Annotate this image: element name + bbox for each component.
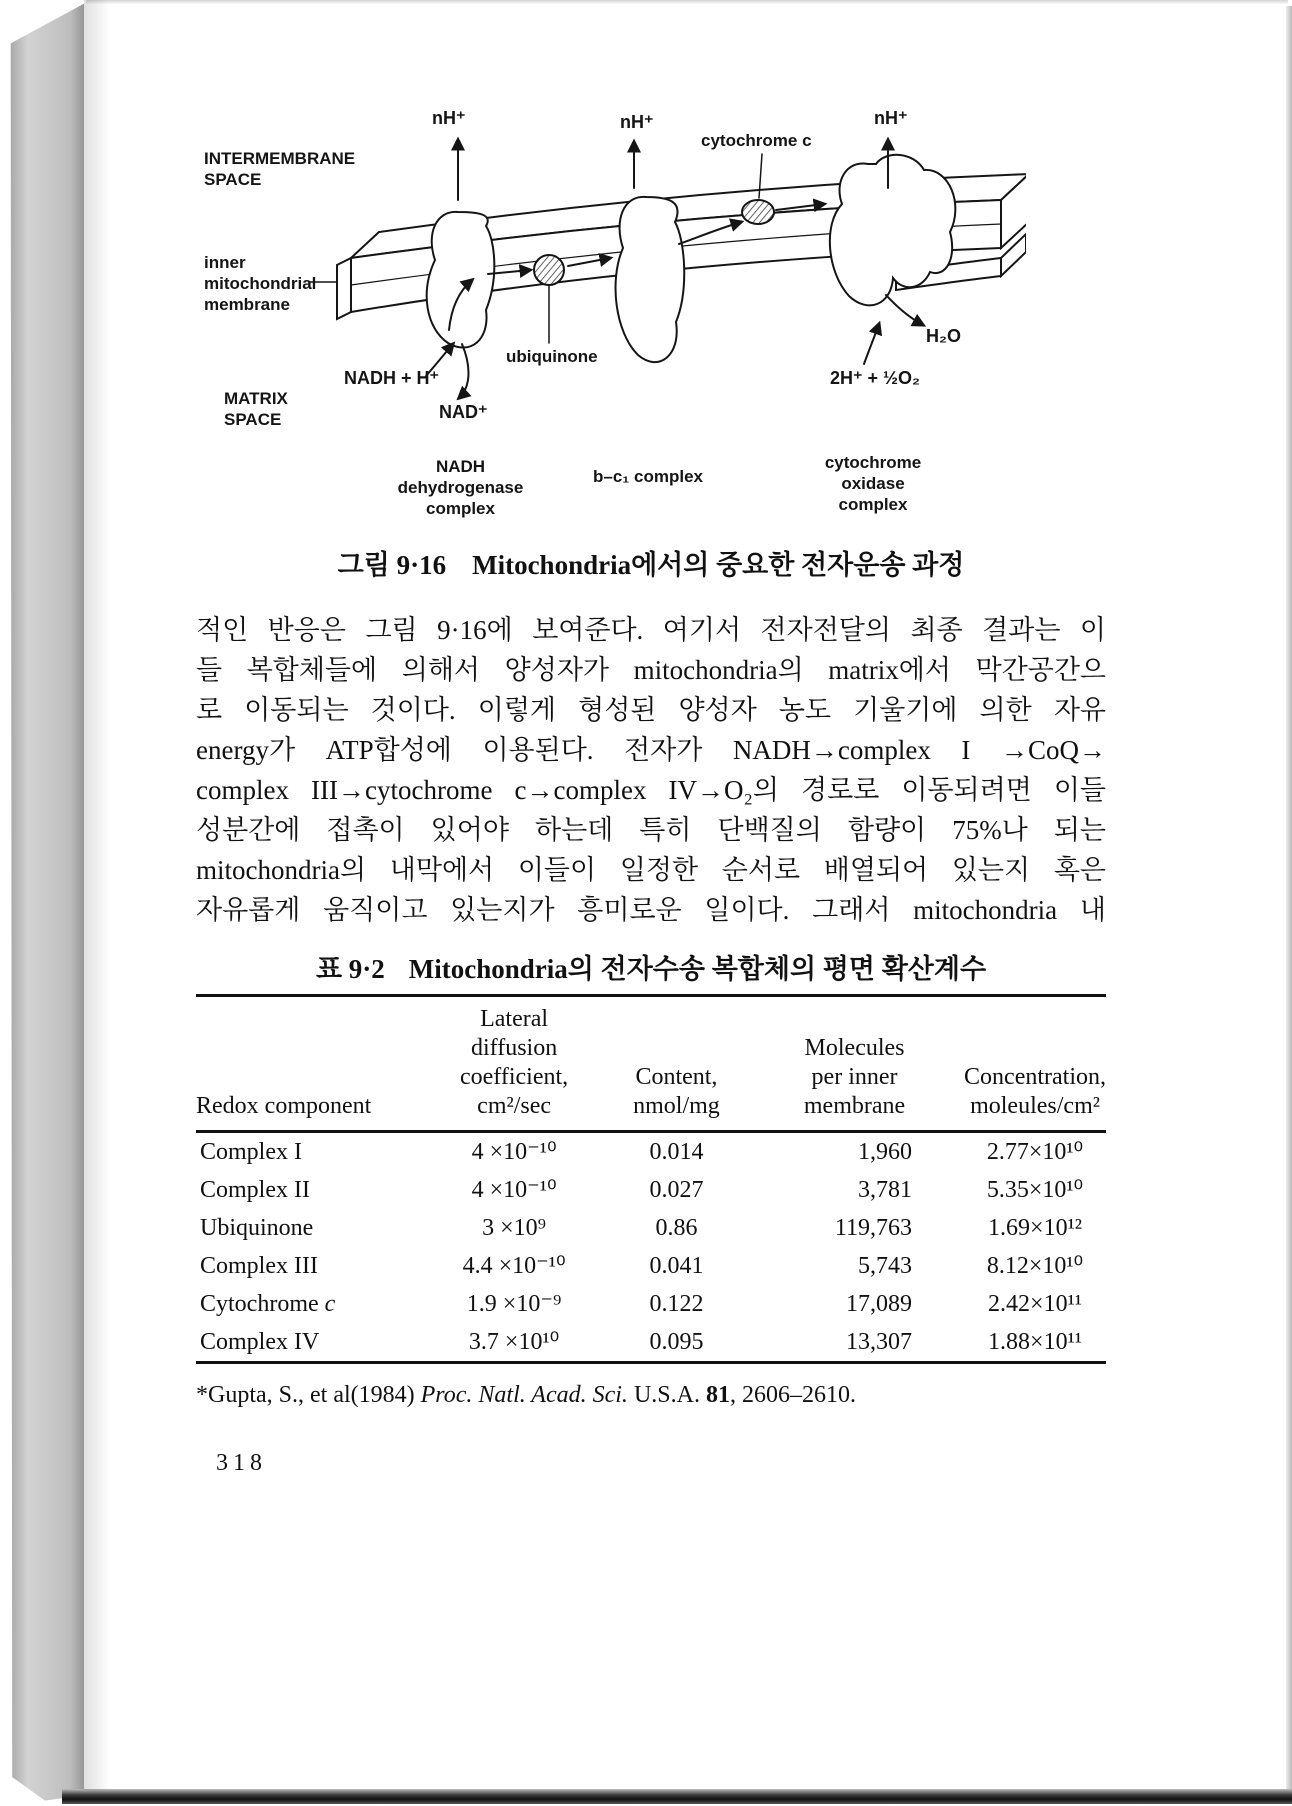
figure-electron-transport xyxy=(196,100,1106,540)
table-row: Ubiquinone 3 ×10⁹ 0.86 119,763 1.69×10¹² xyxy=(200,1215,1082,1241)
page-number: 318 xyxy=(216,1450,267,1476)
label-oxygen: 2H⁺ + ½O₂ xyxy=(830,368,921,388)
table-header xyxy=(196,996,1106,1132)
body-paragraph xyxy=(196,610,1106,930)
footnote-pages: , 2606–2610. xyxy=(729,1382,856,1408)
table-row: Complex III 4.4 ×10⁻¹⁰ 0.041 5,743 8.12×10¹⁰ xyxy=(200,1253,1084,1279)
footnote-authors: *Gupta, S., et al(1984) xyxy=(196,1382,421,1408)
figure-caption-number: 그림 9·16 xyxy=(337,550,447,580)
complex-1-shape xyxy=(427,212,495,348)
body-line: mitochondria의 내막에서 이들이 일정한 순서로 배열되어 있는지 혹은 xyxy=(196,855,1106,885)
body-line: complex III→cytochrome c→complex IV→O₂의 경로로 이동되려면 이들 xyxy=(196,775,1106,805)
figure-caption xyxy=(196,548,1106,582)
figure-caption-text: Mitochondria에서의 중요한 전자운송 과정 xyxy=(472,550,965,580)
table-title-text: Mitochondria의 전자수송 복합체의 평면 확산계수 xyxy=(408,954,987,984)
body-line: 적인 반응은 그림 9·16에 보여준다. 여기서 전자전달의 최종 결과는 이 xyxy=(196,615,1106,645)
label-proton-3: nH⁺ xyxy=(874,108,908,128)
table-row: Complex I 4 ×10⁻¹⁰ 0.014 1,960 2.77×10¹⁰ xyxy=(200,1139,1084,1165)
membrane-left-cap xyxy=(337,258,351,319)
body-line: 성분간에 접촉이 있어야 하는데 특히 단백질의 함량이 75%나 되는 xyxy=(196,815,1106,845)
footnote-mid: U.S.A. xyxy=(627,1382,706,1408)
label-matrix-space: MATRIX SPACE xyxy=(224,389,288,429)
table-title-number: 표 9·2 xyxy=(315,954,385,984)
cytochrome-c-shape xyxy=(742,200,774,224)
diffusion-table xyxy=(196,994,1106,1364)
table-title xyxy=(196,952,1106,986)
table-row: Complex II 4 ×10⁻¹⁰ 0.027 3,781 5.35×10¹⁰ xyxy=(200,1177,1084,1203)
book-left-edge xyxy=(6,0,84,1806)
label-water: H₂O xyxy=(926,326,961,346)
header-redox-component: Redox component xyxy=(196,996,420,1132)
label-ubiquinone: ubiquinone xyxy=(506,347,598,366)
body-line: 자유롭게 움직이고 있는지가 흥미로운 일이다. 그래서 mitochondria 내 xyxy=(196,895,1106,925)
book-right-edge xyxy=(1286,6,1292,1792)
header-diffusion-coefficient: Lateral diffusion coefficient, cm²/sec xyxy=(420,996,608,1132)
table-row: Cytochrome c 1.9 ×10⁻⁹ 0.122 17,089 2.42×10¹¹ xyxy=(200,1291,1082,1317)
label-nad: NAD⁺ xyxy=(439,402,488,422)
ubiquinone-shape xyxy=(534,255,564,285)
header-molecules: Molecules per inner membrane xyxy=(745,996,964,1132)
water-out-arrow xyxy=(886,295,923,325)
label-nadh: NADH + H⁺ xyxy=(344,368,440,388)
label-bc1-complex: b–c₁ complex xyxy=(592,467,704,486)
label-proton-2: nH⁺ xyxy=(620,112,654,132)
oxygen-in-arrow xyxy=(864,324,879,364)
footnote-volume: 81 xyxy=(705,1382,730,1408)
body-line: 로 이동되는 것이다. 이렇게 형성된 양성자 농도 기울기에 의한 자유 xyxy=(196,695,1106,725)
label-nadh-dehydrogenase-complex: NADH dehydrogenase complex xyxy=(397,457,524,518)
header-content: Content, nmol/mg xyxy=(608,996,745,1132)
body-line: energy가 ATP합성에 이용된다. 전자가 NADH→complex I →CoQ→ xyxy=(196,735,1106,765)
label-intermembrane-space: INTERMEMBRANE SPACE xyxy=(204,149,356,189)
book-bottom-edge xyxy=(62,1789,1292,1804)
header-concentration: Concentration, moleules/cm² xyxy=(964,996,1106,1132)
label-inner-membrane: inner mitochondrial membrane xyxy=(204,253,317,314)
label-proton-1: nH⁺ xyxy=(432,108,466,128)
complex-2-shape xyxy=(616,197,685,362)
label-cytochrome-oxidase-complex: cytochrome oxidase complex xyxy=(824,453,922,514)
page-content xyxy=(84,0,1286,1790)
footnote-journal: Proc. Natl. Acad. Sci. xyxy=(420,1382,628,1408)
table-footnote xyxy=(196,1380,1106,1410)
table-body xyxy=(196,1132,1106,1363)
label-cytochrome-c: cytochrome c xyxy=(701,131,812,150)
nad-out-arrow xyxy=(459,344,468,398)
table-row: Complex IV 3.7 ×10¹⁰ 0.095 13,307 1.88×10¹¹ xyxy=(200,1329,1082,1355)
body-line: 들 복합체들에 의해서 양성자가 mitochondria의 matrix에서 막간공간으 xyxy=(196,655,1106,685)
